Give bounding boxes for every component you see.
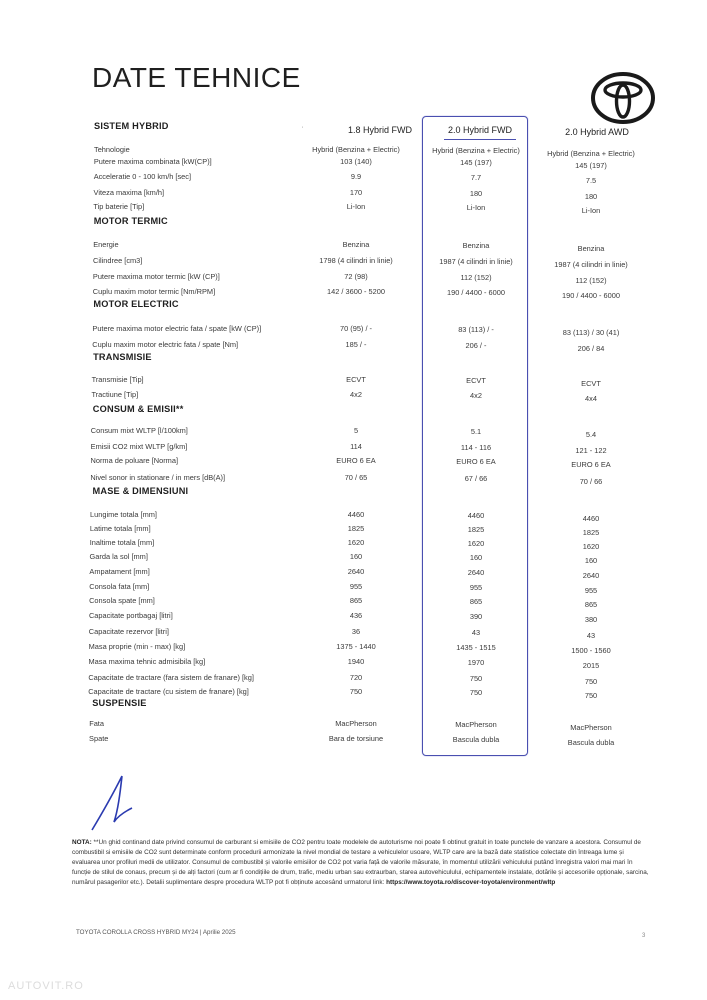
cell-col-2: 67 / 66 bbox=[464, 474, 488, 484]
footnote bbox=[72, 838, 650, 888]
cell-col-2: 180 bbox=[469, 189, 483, 199]
section-heading: SUSPENSIE bbox=[92, 698, 147, 708]
cell-col-1: Li-Ion bbox=[346, 202, 366, 211]
cell-col-1: 1375 - 1440 bbox=[336, 642, 376, 651]
cell-col-3: 121 - 122 bbox=[575, 446, 607, 456]
cell-col-2: 83 (113) / - bbox=[458, 325, 494, 335]
row-label: Putere maxima motor electric fata / spate [kW (CP)] bbox=[92, 324, 262, 333]
cell-col-2: 114 - 116 bbox=[460, 443, 492, 453]
cell-col-1: Hybrid (Benzina + Electric) bbox=[312, 145, 400, 154]
cell-col-2: 190 / 4400 - 6000 bbox=[447, 288, 505, 298]
cell-col-1: Benzina bbox=[342, 240, 370, 249]
row-label: Viteza maxima [km/h] bbox=[93, 188, 165, 197]
row-label: Cilindree [cm3] bbox=[93, 256, 143, 265]
cell-col-2: Hybrid (Benzina + Electric) bbox=[432, 146, 520, 156]
row-label: Energie bbox=[93, 240, 119, 249]
section-heading: MASE & DIMENSIUNI bbox=[92, 486, 189, 496]
row-label: Ampatament [mm] bbox=[89, 567, 150, 576]
cell-col-2: 5.1 bbox=[470, 427, 482, 437]
cell-col-3: 750 bbox=[584, 677, 598, 687]
signature bbox=[84, 772, 144, 838]
toyota-logo-icon bbox=[590, 70, 656, 126]
row-label: Consum mixt WLTP [l/100km] bbox=[90, 426, 188, 435]
cell-col-1: 1798 (4 cilindri in linie) bbox=[319, 256, 393, 265]
section-heading: CONSUM & EMISII** bbox=[92, 404, 184, 414]
cell-col-2: 1435 - 1515 bbox=[456, 643, 496, 653]
row-label: Latime totala [mm] bbox=[89, 524, 151, 533]
cell-col-3: 955 bbox=[584, 586, 598, 596]
cell-col-1: 185 / - bbox=[345, 340, 367, 349]
cell-col-1: Bara de torsiune bbox=[328, 734, 384, 743]
cell-col-2: 112 (152) bbox=[460, 273, 492, 283]
cell-col-2: 145 (197) bbox=[460, 158, 492, 168]
cell-col-1: EURO 6 EA bbox=[336, 456, 376, 465]
cell-col-1: 36 bbox=[351, 627, 361, 636]
row-label: Capacitate de tractare (fara sistem de franare) [kg] bbox=[88, 673, 254, 682]
cell-col-1: 114 bbox=[350, 442, 362, 451]
row-label: Transmisie [Tip] bbox=[91, 375, 144, 384]
column-header-2: 2.0 Hybrid FWD bbox=[447, 125, 512, 135]
cell-col-3: 43 bbox=[586, 631, 596, 641]
cell-col-1: 1940 bbox=[347, 657, 365, 666]
cell-col-3: 145 (197) bbox=[575, 161, 607, 171]
cell-col-3: ECVT bbox=[581, 379, 601, 389]
cell-col-2: ECVT bbox=[466, 376, 486, 386]
cell-col-2: 865 bbox=[469, 597, 483, 607]
cell-col-1: 865 bbox=[349, 596, 363, 605]
row-label: Masa proprie (min - max) [kg] bbox=[88, 642, 186, 651]
cell-col-3: 5.4 bbox=[585, 430, 597, 440]
row-label: Emisii CO2 mixt WLTP [g/km] bbox=[90, 442, 188, 451]
cell-col-1: 436 bbox=[349, 611, 363, 620]
row-label: Fata bbox=[89, 719, 104, 728]
section-heading: MOTOR ELECTRIC bbox=[93, 299, 179, 309]
cell-col-1: 1620 bbox=[347, 538, 365, 547]
cell-col-1: 955 bbox=[349, 582, 363, 591]
cell-col-1: 70 (95) / - bbox=[339, 324, 373, 333]
cell-col-2: 1970 bbox=[467, 658, 485, 668]
cell-col-3: 206 / 84 bbox=[577, 344, 605, 354]
cell-col-1: 4x2 bbox=[350, 390, 362, 399]
cell-col-1: 103 (140) bbox=[340, 157, 372, 166]
page-title: DATE TEHNICE bbox=[92, 62, 301, 93]
cell-col-1: 170 bbox=[349, 188, 363, 197]
note-text: **Un ghid continand date privind consumul de carburant si emisiile de CO2 pentru toate modelele de autoturisme noi poate fi obtinut gratuit in toate punctele de vanzare a acestora. Consumul de combustibil si emisiile de CO2 sunt determinate conform procedurii armonizate la nivel mondial de testare a vehiculelor usoare, WLTP care are la bază date statistice colectate din întreaga lume și evaluarea unor profiluri medii de utilizator. Consumul de combustibil și valorile emisiilor de CO2 pot varia față de valorile măsurate, în momentul utilizării vehiculului putând înregistra valori mai mari în funcție de stilul de conaus, precum și de alți factori (cum ar fi condițiile de drum, trafic, mediu urban sau extraurban, starea autovehiculului, echipamentele instalate, dotările și accesoriile opționale, sarcina, numărul pasagerilor etc.). Detalii suplimentare despre procedura WLTP pot fi obținute accesând urmatorul link: bbox=[72, 839, 649, 886]
watermark: AUTOVIT.RO bbox=[8, 980, 84, 992]
cell-col-3: 4460 bbox=[582, 514, 600, 524]
cell-col-3: 1987 (4 cilindri in linie) bbox=[554, 260, 628, 270]
cell-col-1: 142 / 3600 - 5200 bbox=[327, 287, 385, 296]
cell-col-3: 190 / 4400 - 6000 bbox=[562, 291, 620, 301]
cell-col-2: 160 bbox=[469, 553, 483, 563]
cell-col-2: Li-Ion bbox=[466, 203, 486, 213]
cell-col-3: 380 bbox=[584, 615, 598, 625]
cell-col-3: EURO 6 EA bbox=[571, 460, 611, 470]
cell-col-3: 180 bbox=[584, 192, 598, 202]
cell-col-2: 1987 (4 cilindri in linie) bbox=[439, 257, 513, 267]
cell-col-1: 720 bbox=[349, 673, 363, 682]
row-label: Tip baterie [Tip] bbox=[93, 202, 145, 211]
cell-col-2: 7.7 bbox=[470, 173, 482, 183]
row-label: Cuplu maxim motor electric fata / spate [Nm] bbox=[92, 340, 239, 349]
cell-col-1: 750 bbox=[349, 687, 363, 696]
row-label: Capacitate portbagaj [litri] bbox=[88, 611, 173, 620]
cell-col-3: 1620 bbox=[582, 542, 600, 552]
cell-col-3: Benzina bbox=[577, 244, 605, 254]
row-label: Lungime totala [mm] bbox=[90, 510, 157, 519]
cell-col-1: 70 / 65 bbox=[344, 473, 368, 482]
cell-col-2: 750 bbox=[469, 674, 483, 684]
row-label: Putere maxima motor termic [kW (CP)] bbox=[92, 272, 220, 281]
cell-col-2: 750 bbox=[469, 688, 483, 698]
cell-col-1: ECVT bbox=[346, 375, 366, 384]
column-header-3: 2.0 Hybrid AWD bbox=[565, 127, 629, 137]
cell-col-2: Bascula dubla bbox=[452, 735, 500, 745]
row-label: Inaltime totala [mm] bbox=[89, 538, 155, 547]
note-label: NOTA: bbox=[72, 839, 92, 846]
highlight-underline bbox=[444, 139, 516, 140]
cell-col-2: 390 bbox=[469, 612, 483, 622]
cell-col-3: 1825 bbox=[582, 528, 600, 538]
page-number: 3 bbox=[642, 933, 646, 939]
cell-col-2: 206 / - bbox=[465, 341, 487, 351]
note-link[interactable]: https://www.toyota.ro/discover-toyota/environment/wltp bbox=[386, 878, 556, 886]
row-label: Masa maxima tehnic admisibila [kg] bbox=[88, 657, 206, 666]
row-label: Tehnologie bbox=[94, 145, 130, 154]
cell-col-1: MacPherson bbox=[335, 719, 377, 728]
cell-col-3: 1500 - 1560 bbox=[571, 646, 611, 656]
cell-col-3: 865 bbox=[584, 600, 598, 610]
cell-col-3: 4x4 bbox=[585, 394, 597, 404]
cell-col-3: Li-Ion bbox=[581, 206, 601, 216]
cell-col-3: 70 / 66 bbox=[579, 477, 603, 487]
row-label: Putere maxima combinata [kW(CP)] bbox=[93, 157, 212, 166]
cell-col-2: 43 bbox=[471, 628, 481, 638]
cell-col-2: 955 bbox=[469, 583, 483, 593]
row-label: Capacitate rezervor [litri] bbox=[88, 627, 169, 636]
cell-col-1: 9.9 bbox=[350, 172, 362, 181]
section-heading: MOTOR TERMIC bbox=[93, 216, 168, 226]
row-label: Norma de poluare [Norma] bbox=[90, 456, 178, 465]
tick-mark: ' bbox=[302, 127, 304, 133]
cell-col-1: 1825 bbox=[347, 524, 365, 533]
column-header-1: 1.8 Hybrid FWD bbox=[347, 125, 412, 135]
page-footer: TOYOTA COROLLA CROSS HYBRID MY24 | Aprilie 2025 bbox=[76, 929, 236, 936]
row-label: Capacitate de tractare (cu sistem de franare) [kg] bbox=[88, 687, 249, 696]
cell-col-2: 1825 bbox=[467, 525, 485, 535]
row-label: Consola spate [mm] bbox=[89, 596, 155, 605]
row-label: Consola fata [mm] bbox=[89, 582, 150, 591]
cell-col-3: 160 bbox=[584, 556, 598, 566]
row-label: Tractiune [Tip] bbox=[91, 390, 139, 399]
cell-col-3: MacPherson bbox=[570, 723, 612, 733]
section-heading: SISTEM HYBRID bbox=[94, 121, 169, 131]
section-heading: TRANSMISIE bbox=[93, 352, 152, 362]
cell-col-2: MacPherson bbox=[455, 720, 497, 730]
row-label: Garda la sol [mm] bbox=[89, 552, 148, 561]
row-label: Nivel sonor in stationare / in mers [dB(A)] bbox=[90, 473, 226, 482]
cell-col-3: 2015 bbox=[582, 661, 600, 671]
row-label: Cuplu maxim motor termic [Nm/RPM] bbox=[92, 287, 216, 296]
row-label: Spate bbox=[89, 734, 109, 743]
cell-col-3: 750 bbox=[584, 691, 598, 701]
cell-col-1: 2640 bbox=[347, 567, 365, 576]
cell-col-3: Hybrid (Benzina + Electric) bbox=[547, 149, 635, 159]
row-label: Acceleratie 0 - 100 km/h [sec] bbox=[93, 172, 192, 181]
cell-col-2: EURO 6 EA bbox=[456, 457, 496, 467]
cell-col-1: 4460 bbox=[347, 510, 365, 519]
cell-col-1: 72 (98) bbox=[344, 272, 368, 281]
cell-col-2: 4460 bbox=[467, 511, 485, 521]
cell-col-3: Bascula dubla bbox=[567, 738, 615, 748]
cell-col-2: 1620 bbox=[467, 539, 485, 549]
cell-col-2: Benzina bbox=[462, 241, 490, 251]
cell-col-2: 2640 bbox=[467, 568, 485, 578]
cell-col-3: 83 (113) / 30 (41) bbox=[562, 328, 620, 338]
cell-col-1: 5 bbox=[353, 426, 359, 435]
cell-col-3: 7.5 bbox=[585, 176, 597, 186]
cell-col-3: 112 (152) bbox=[575, 276, 607, 286]
cell-col-3: 2640 bbox=[582, 571, 600, 581]
cell-col-2: 4x2 bbox=[470, 391, 482, 401]
cell-col-1: 160 bbox=[349, 552, 363, 561]
